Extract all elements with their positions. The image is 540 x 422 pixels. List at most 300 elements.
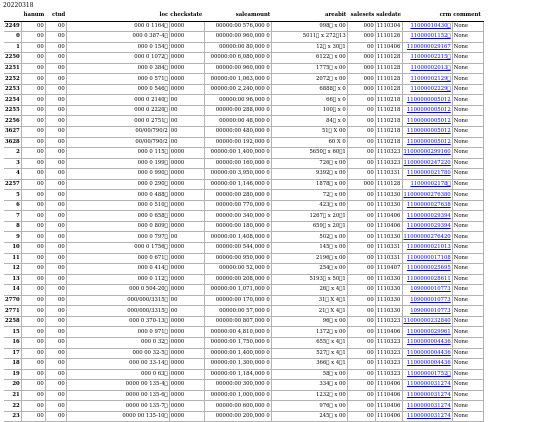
column-header-loc: loc (66, 11, 169, 21)
cell-loc: 000 0 2140  (66, 95, 169, 106)
cell-hanum: 00 (21, 200, 45, 211)
cell-crm[interactable]: 1100000029961 (402, 327, 452, 338)
cell-salesets: 000 (347, 74, 375, 85)
cell-checkstate: 00 (169, 306, 204, 317)
cell-areabit: 245  x 00 (271, 411, 347, 422)
cell-crm[interactable]: 11000000232840 (402, 316, 452, 327)
cell-ctnd: 00 (45, 327, 66, 338)
cell-crm[interactable]: 11000002129  (402, 74, 452, 85)
cell-areabit: 72  x 00 (271, 190, 347, 201)
cell-loc: 000 0 2751  (66, 116, 169, 127)
cell-salesets: 00 (347, 42, 375, 53)
cell-ctnd: 00 (45, 401, 66, 412)
cell-loc: 000 0 370-13  (66, 316, 169, 327)
cell-comment: None (452, 32, 483, 43)
cell-crm[interactable]: 11000000247220 (402, 158, 452, 169)
cell-salesets: 00 (347, 158, 375, 169)
cell-ctnd: 00 (45, 179, 66, 190)
cell-hanum: 00 (21, 401, 45, 412)
cell-saleamount: 00000:00 576,000 0 (204, 21, 271, 32)
cell-hanum: 00 (21, 348, 45, 359)
page-title: 20220318 (3, 2, 34, 9)
header-row (4, 11, 483, 21)
cell-crm[interactable]: 11000000276380 (402, 190, 452, 201)
cell-saleamount: 00000:00 52,000 0 (204, 264, 271, 275)
cell-crm[interactable]: 11000002215  (402, 53, 452, 64)
cell-areabit: 58  x 00 (271, 369, 347, 380)
cell-saleamount: 00000:00 1,146,000 0 (204, 179, 271, 190)
cell-saledate: 1110331 (375, 253, 402, 264)
cell-hanum: 00 (21, 253, 45, 264)
cell-comment: None (452, 116, 483, 127)
cell-salesets: 00 (347, 148, 375, 159)
cell-saledate: 1110218 (375, 127, 402, 138)
cell-saledate: 1110323 (375, 348, 402, 359)
cell-checkstate: 0000 (169, 42, 204, 53)
cell-idx: 2253 (4, 84, 21, 95)
cell-idx: 5 (4, 190, 21, 201)
cell-saleamount: 00000:00 1,063,000 0 (204, 74, 271, 85)
cell-idx: 17 (4, 348, 21, 359)
cell-idx: 2250 (4, 53, 21, 64)
cell-crm[interactable]: 1100000021013 (402, 243, 452, 254)
cell-idx: 2254 (4, 95, 21, 106)
cell-ctnd: 00 (45, 243, 66, 254)
table-body (4, 21, 483, 422)
cell-crm[interactable]: 1100000021780 (402, 169, 452, 180)
cell-saleamount: 00000:00 4,810,000 0 (204, 327, 271, 338)
cell-saleamount: 00000:00 770,000 0 (204, 200, 271, 211)
cell-hanum: 00 (21, 221, 45, 232)
cell-checkstate: 0000 (169, 179, 204, 190)
cell-crm[interactable]: 11000002178  (402, 179, 452, 190)
cell-crm[interactable]: 1100000031274 (402, 380, 452, 391)
table-row (4, 158, 483, 169)
cell-idx: 12 (4, 264, 21, 275)
cell-idx: 3628 (4, 137, 21, 148)
cell-idx: 4 (4, 169, 21, 180)
cell-saledate: 1110407 (375, 264, 402, 275)
cell-crm[interactable]: 1100000017108 (402, 253, 452, 264)
cell-salesets: 00 (347, 295, 375, 306)
cell-salesets: 000 (347, 21, 375, 32)
cell-checkstate: 00 (169, 127, 204, 138)
cell-saleamount: 00000:00 2,240,000 0 (204, 84, 271, 95)
cell-checkstate: 0000 (169, 401, 204, 412)
cell-ctnd: 00 (45, 337, 66, 348)
cell-idx: 22 (4, 401, 21, 412)
cell-salesets: 00 (347, 411, 375, 422)
cell-idx: 2771 (4, 306, 21, 317)
cell-ctnd: 00 (45, 169, 66, 180)
table-row (4, 359, 483, 370)
cell-ctnd: 00 (45, 232, 66, 243)
cell-saledate: 1110406 (375, 221, 402, 232)
cell-checkstate: 00 (169, 137, 204, 148)
cell-crm[interactable]: 110000001752  (402, 369, 452, 380)
cell-idx: 8 (4, 221, 21, 232)
cell-idx: 21 (4, 390, 21, 401)
cell-checkstate: 00 (169, 95, 204, 106)
cell-areabit: 1878  x 00 (271, 179, 347, 190)
cell-crm[interactable]: 1100000025695 (402, 264, 452, 275)
cell-crm[interactable]: 1100000005012 (402, 116, 452, 127)
cell-areabit: 1267  x 20 1 (271, 211, 347, 222)
table-row (4, 21, 483, 32)
cell-hanum: 00 (21, 390, 45, 401)
cell-idx: 2257 (4, 179, 21, 190)
cell-comment: None (452, 264, 483, 275)
column-header-areabit: areabit (271, 11, 347, 21)
cell-ctnd: 00 (45, 74, 66, 85)
cell-crm[interactable]: 1100000031274 (402, 401, 452, 412)
cell-crm[interactable]: 1100000027638 (402, 200, 452, 211)
cell-crm[interactable]: 11000000299160 (402, 148, 452, 159)
cell-crm[interactable]: 1100000028611 (402, 274, 452, 285)
cell-ctnd: 00 (45, 32, 66, 43)
cell-idx: 11 (4, 253, 21, 264)
cell-salesets: 00 (347, 348, 375, 359)
cell-ctnd: 00 (45, 200, 66, 211)
cell-checkstate: 0000 (169, 359, 204, 370)
cell-saleamount: 00000:00 600,000 0 (204, 401, 271, 412)
cell-checkstate: 0000 (169, 264, 204, 275)
cell-hanum: 00 (21, 116, 45, 127)
cell-loc: 000 0 115  (66, 148, 169, 159)
cell-areabit: 976  x 00 (271, 401, 347, 412)
column-header-checkstate: checkstate (169, 11, 204, 21)
cell-salesets: 00 (347, 127, 375, 138)
table-row (4, 84, 483, 95)
cell-checkstate: 00 (169, 116, 204, 127)
cell-comment: None (452, 243, 483, 254)
cell-comment: None (452, 232, 483, 243)
cell-areabit: 502  x 00 (271, 232, 347, 243)
cell-ctnd: 00 (45, 42, 66, 53)
cell-crm[interactable]: 11000000276420 (402, 232, 452, 243)
cell-idx: 2770 (4, 295, 21, 306)
cell-checkstate: 0000 (169, 253, 204, 264)
cell-areabit: 60 X 0 (271, 137, 347, 148)
cell-saleamount: 00000:00 1,071,000 0 (204, 285, 271, 296)
cell-idx: 23 (4, 411, 21, 422)
cell-comment: None (452, 179, 483, 190)
cell-saledate: 1110218 (375, 105, 402, 116)
table-row (4, 253, 483, 264)
cell-salesets: 000 (347, 179, 375, 190)
cell-checkstate: 0000 (169, 148, 204, 159)
cell-idx: 18 (4, 359, 21, 370)
cell-areabit: 1775  x 00 (271, 63, 347, 74)
cell-saleamount: 00000:00 6,080,000 0 (204, 53, 271, 64)
cell-salesets: 00 (347, 327, 375, 338)
cell-saledate: 1110304 (375, 21, 402, 32)
cell-checkstate: 0000 (169, 74, 204, 85)
cell-crm[interactable]: 1100000031274 (402, 390, 452, 401)
cell-loc: 00/00/790/2 (66, 127, 169, 138)
cell-idx: 15 (4, 327, 21, 338)
cell-ctnd: 00 (45, 411, 66, 422)
cell-crm[interactable]: 11000010430  (402, 21, 452, 32)
cell-areabit: 100  x 0 (271, 105, 347, 116)
table-row (4, 137, 483, 148)
table-row (4, 295, 483, 306)
cell-comment: None (452, 359, 483, 370)
cell-crm[interactable]: 1100000029167 (402, 42, 452, 53)
cell-saledate: 1110406 (375, 211, 402, 222)
cell-ctnd: 00 (45, 137, 66, 148)
cell-salesets: 00 (347, 243, 375, 254)
cell-crm[interactable]: 1100000005012 (402, 127, 452, 138)
table-row (4, 232, 483, 243)
cell-saleamount: 00000:00 960,000 0 (204, 32, 271, 43)
cell-areabit: 998  x 00 (271, 21, 347, 32)
cell-crm[interactable]: 1100000005012 (402, 137, 452, 148)
cell-comment: None (452, 348, 483, 359)
cell-comment: None (452, 21, 483, 32)
cell-comment: None (452, 95, 483, 106)
cell-areabit: 5650  x 60 1 (271, 148, 347, 159)
cell-hanum: 00 (21, 264, 45, 275)
cell-saledate: 1110128 (375, 74, 402, 85)
cell-idx: 0 (4, 32, 21, 43)
cell-checkstate: 0000 (169, 221, 204, 232)
cell-ctnd: 00 (45, 306, 66, 317)
cell-ctnd: 00 (45, 127, 66, 138)
cell-loc: 000 0 2220  (66, 105, 169, 116)
cell-crm[interactable]: 109000010773 (402, 306, 452, 317)
cell-loc: 000 00 33-14  (66, 359, 169, 370)
cell-loc: 000 0 1164  (66, 21, 169, 32)
column-header-hanum: hanum (21, 11, 45, 21)
cell-crm[interactable]: 1100000005012 (402, 95, 452, 106)
cell-loc: 0000 00 135-7  (66, 401, 169, 412)
cell-loc: 00/00/790/2 (66, 137, 169, 148)
table-row (4, 306, 483, 317)
cell-salesets: 00 (347, 274, 375, 285)
cell-ctnd: 00 (45, 95, 66, 106)
cell-checkstate: 00 (169, 105, 204, 116)
cell-saledate: 1110128 (375, 179, 402, 190)
cell-idx: 14 (4, 285, 21, 296)
cell-loc: 000 0 414  (66, 264, 169, 275)
cell-crm[interactable]: 1100000004436 (402, 337, 452, 348)
cell-crm[interactable]: 1100000004436 (402, 348, 452, 359)
cell-hanum: 00 (21, 63, 45, 74)
cell-crm[interactable]: 11000002229  (402, 84, 452, 95)
cell-salesets: 00 (347, 95, 375, 106)
cell-salesets: 00 (347, 285, 375, 296)
table-row (4, 348, 483, 359)
cell-loc: 0000 00 135-4  (66, 380, 169, 391)
cell-idx: 13 (4, 274, 21, 285)
cell-comment: None (452, 306, 483, 317)
cell-crm[interactable]: 11000002013  (402, 63, 452, 74)
cell-checkstate: 0000 (169, 21, 204, 32)
cell-loc: 000 0 546  (66, 84, 169, 95)
cell-idx: 1 (4, 42, 21, 53)
cell-loc: 000 0 510  (66, 200, 169, 211)
cell-ctnd: 00 (45, 190, 66, 201)
cell-crm[interactable]: 1100000029394 (402, 211, 452, 222)
cell-hanum: 00 (21, 105, 45, 116)
cell-crm[interactable]: 109000010773 (402, 285, 452, 296)
cell-saledate: 1110406 (375, 401, 402, 412)
column-header-ctnd: ctnd (45, 11, 66, 21)
cell-salesets: 00 (347, 264, 375, 275)
cell-saledate: 1110323 (375, 337, 402, 348)
cell-ctnd: 00 (45, 221, 66, 232)
cell-comment: None (452, 253, 483, 264)
cell-idx: 2252 (4, 74, 21, 85)
table-row (4, 42, 483, 53)
cell-comment: None (452, 285, 483, 296)
table-row (4, 369, 483, 380)
table-row (4, 74, 483, 85)
table-row (4, 285, 483, 296)
cell-hanum: 00 (21, 95, 45, 106)
cell-loc: 000/000/3315  (66, 306, 169, 317)
cell-salesets: 00 (347, 190, 375, 201)
cell-saledate: 1110406 (375, 327, 402, 338)
cell-loc: 000 0 488  (66, 190, 169, 201)
cell-crm[interactable]: 11000001152  (402, 32, 452, 43)
cell-saledate: 1110406 (375, 390, 402, 401)
cell-loc: 000 0 112  (66, 274, 169, 285)
cell-hanum: 00 (21, 148, 45, 159)
cell-loc: 000 00 32-5  (66, 348, 169, 359)
cell-crm[interactable]: 1100000031274 (402, 411, 452, 422)
cell-comment: None (452, 369, 483, 380)
cell-hanum: 00 (21, 274, 45, 285)
cell-checkstate: 0000 (169, 316, 204, 327)
cell-checkstate: 0000 (169, 63, 204, 74)
cell-saledate: 1110218 (375, 116, 402, 127)
cell-comment: None (452, 337, 483, 348)
cell-saleamount: 00000:00 1,400,000 0 (204, 348, 271, 359)
cell-salesets: 00 (347, 380, 375, 391)
cell-saleamount: 00000:00 170,000 0 (204, 295, 271, 306)
cell-hanum: 00 (21, 359, 45, 370)
table-row (4, 411, 483, 422)
cell-crm[interactable]: 109000010773 (402, 295, 452, 306)
cell-idx: 2258 (4, 316, 21, 327)
cell-hanum: 00 (21, 53, 45, 64)
cell-saledate: 1110323 (375, 148, 402, 159)
cell-saledate: 1110128 (375, 53, 402, 64)
table-row (4, 221, 483, 232)
cell-areabit: 527  x 4 1 (271, 348, 347, 359)
cell-crm[interactable]: 1100000004436 (402, 359, 452, 370)
cell-loc: 000 0 971  (66, 327, 169, 338)
cell-comment: None (452, 105, 483, 116)
cell-areabit: 31  X 4 1 (271, 295, 347, 306)
cell-saleamount: 00000:00 192,000 0 (204, 137, 271, 148)
column-header-saleamount: saleamount (204, 11, 271, 21)
cell-comment: None (452, 158, 483, 169)
column-header-comment: comment (452, 11, 483, 21)
cell-saleamount: 00000:00 1,750,000 0 (204, 337, 271, 348)
column-header-idx (4, 11, 21, 21)
cell-salesets: 000 (347, 84, 375, 95)
cell-hanum: 00 (21, 306, 45, 317)
cell-checkstate: 00 (169, 232, 204, 243)
cell-hanum: 00 (21, 127, 45, 138)
table-row (4, 316, 483, 327)
table-row (4, 53, 483, 64)
cell-areabit: 51  X 00 (271, 127, 347, 138)
cell-saleamount: 00000:00 80,000 0 (204, 42, 271, 53)
table-header (4, 11, 483, 21)
cell-areabit: 2196  x 00 (271, 253, 347, 264)
cell-loc: 000 0 63  (66, 369, 169, 380)
cell-hanum: 00 (21, 32, 45, 43)
cell-comment: None (452, 63, 483, 74)
cell-idx: 16 (4, 337, 21, 348)
cell-saleamount: 00000:00 48,000 0 (204, 116, 271, 127)
cell-salesets: 00 (347, 116, 375, 127)
cell-areabit: 366  x 4 1 (271, 359, 347, 370)
cell-idx: 6 (4, 200, 21, 211)
cell-comment: None (452, 274, 483, 285)
cell-areabit: 334  x 00 (271, 380, 347, 391)
table-row (4, 190, 483, 201)
table-row (4, 243, 483, 254)
cell-hanum: 00 (21, 285, 45, 296)
cell-hanum: 00 (21, 190, 45, 201)
cell-crm[interactable]: 1100000029394 (402, 221, 452, 232)
cell-checkstate: 0000 (169, 380, 204, 391)
cell-areabit: 5011  x 272 13 (271, 32, 347, 43)
cell-checkstate: 0000 (169, 158, 204, 169)
cell-salesets: 00 (347, 337, 375, 348)
cell-loc: 000 0 809  (66, 221, 169, 232)
cell-crm[interactable]: 1100000005012 (402, 105, 452, 116)
cell-saleamount: 00000:00 57,000 0 (204, 306, 271, 317)
cell-comment: None (452, 190, 483, 201)
cell-saleamount: 00000:00 1,408,000 0 (204, 232, 271, 243)
cell-areabit: 2072  x 00 (271, 74, 347, 85)
cell-saleamount: 00000:00 300,000 0 (204, 380, 271, 391)
cell-hanum: 00 (21, 316, 45, 327)
cell-loc: 000 0 32  (66, 337, 169, 348)
cell-loc: 000 0 384  (66, 63, 169, 74)
cell-saleamount: 00000:00 950,000 0 (204, 253, 271, 264)
column-header-crm: crm (402, 11, 452, 21)
cell-saledate: 1110330 (375, 285, 402, 296)
cell-saleamount: 00000:00 280,000 0 (204, 190, 271, 201)
cell-ctnd: 00 (45, 21, 66, 32)
cell-ctnd: 00 (45, 211, 66, 222)
cell-ctnd: 00 (45, 285, 66, 296)
cell-saledate: 1110406 (375, 42, 402, 53)
cell-comment: None (452, 211, 483, 222)
cell-idx: 2255 (4, 105, 21, 116)
cell-idx: 19 (4, 369, 21, 380)
table-row (4, 401, 483, 412)
cell-comment: None (452, 327, 483, 338)
cell-saleamount: 00000:00 208,000 0 (204, 274, 271, 285)
cell-saledate: 1110218 (375, 95, 402, 106)
table-row (4, 264, 483, 275)
table-row (4, 63, 483, 74)
cell-areabit: 1372  x 00 (271, 327, 347, 338)
cell-saledate: 1110330 (375, 200, 402, 211)
cell-hanum: 00 (21, 158, 45, 169)
cell-salesets: 00 (347, 221, 375, 232)
cell-hanum: 00 (21, 327, 45, 338)
cell-areabit: 5193  x 50 1 (271, 274, 347, 285)
